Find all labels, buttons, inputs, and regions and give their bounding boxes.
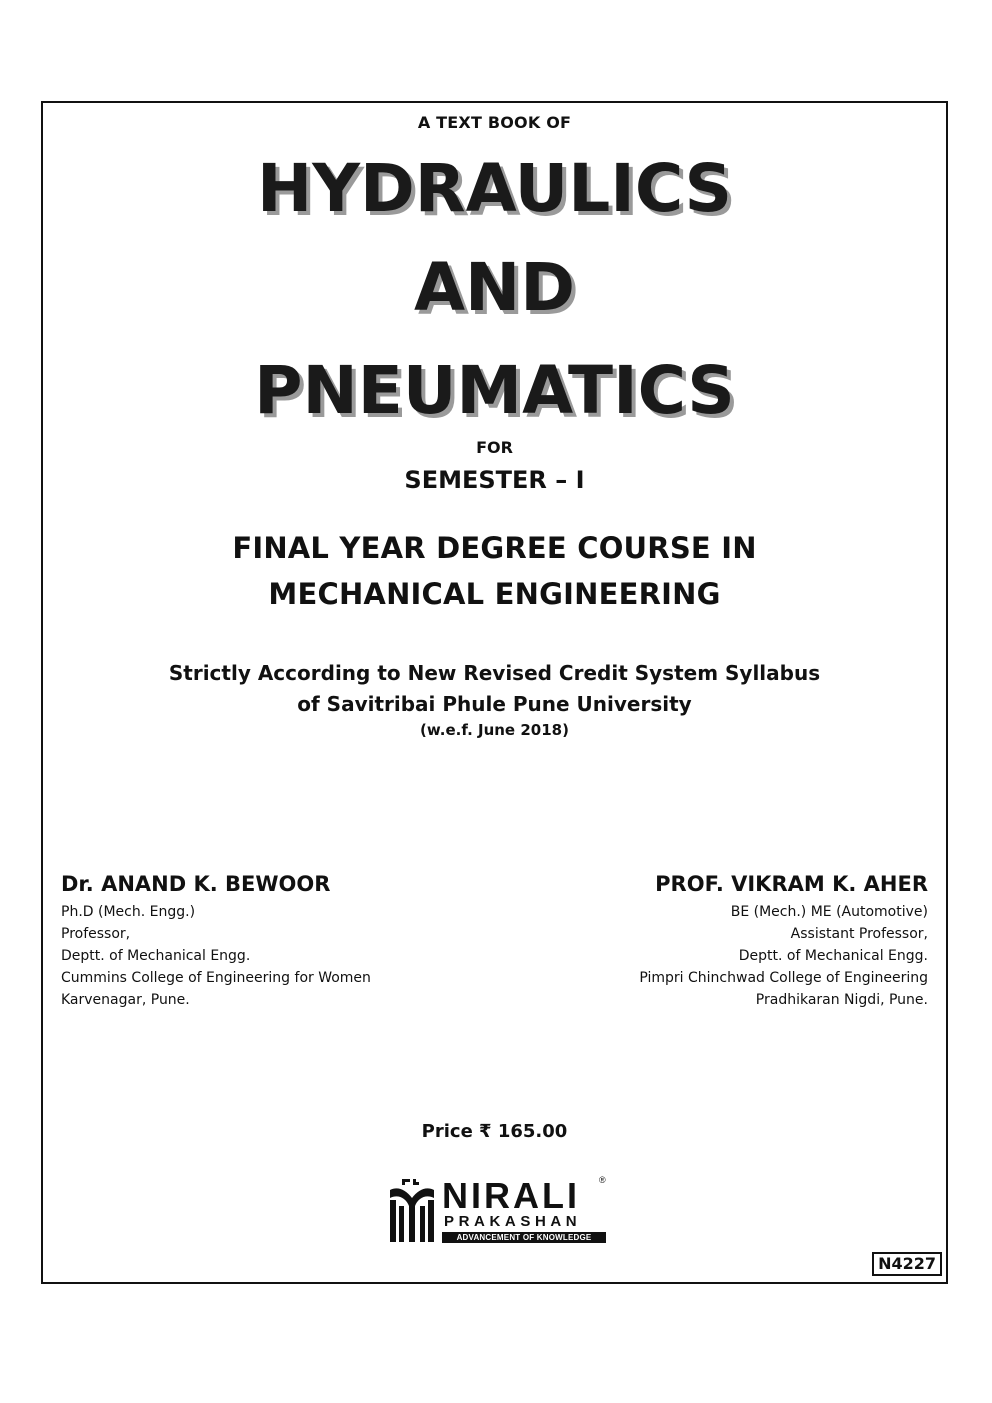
registered-mark: ® — [599, 1175, 606, 1185]
author-detail: Deptt. of Mechanical Engg. — [61, 948, 251, 964]
author-detail: Cummins College of Engineering for Women — [61, 970, 371, 986]
title-line-3: PNEUMATICS — [254, 352, 735, 429]
author-block-right — [639, 871, 928, 1011]
author-detail: Professor, — [61, 926, 131, 942]
syllabus-line-2: of Savitribai Phule Pune University — [297, 692, 692, 716]
syllabus-line-1: Strictly According to New Revised Credit System Syllabus — [168, 661, 821, 685]
course-line-1: FINAL YEAR DEGREE COURSE IN — [232, 531, 757, 565]
author-detail: Deptt. of Mechanical Engg. — [738, 948, 928, 964]
publisher-name: NIRALI — [442, 1175, 580, 1216]
author-detail: Karvenagar, Pune. — [61, 992, 190, 1008]
semester-label: SEMESTER – I — [404, 466, 585, 494]
author-detail: Assistant Professor, — [790, 926, 928, 942]
price-label: Price ₹ 165.00 — [421, 1121, 568, 1142]
title-line-2: AND — [413, 249, 576, 326]
publisher-tagline: ADVANCEMENT OF KNOWLEDGE — [442, 1232, 606, 1243]
author-detail: BE (Mech.) ME (Automotive) — [730, 904, 928, 920]
author-block-left — [61, 871, 371, 1011]
book-code: N4227 — [872, 1252, 942, 1276]
publisher-logo — [386, 1176, 616, 1246]
author-detail: Pradhikaran Nigdi, Pune. — [755, 992, 928, 1008]
publisher-logo-icon — [386, 1176, 438, 1244]
wef-date: (w.e.f. June 2018) — [420, 721, 569, 739]
for-label: FOR — [476, 438, 513, 457]
course-line-2: MECHANICAL ENGINEERING — [268, 577, 721, 611]
pre-title: A TEXT BOOK OF — [417, 113, 572, 132]
author-detail: Pimpri Chinchwad College of Engineering — [639, 970, 928, 986]
author-name: Dr. ANAND K. BEWOOR — [61, 872, 331, 896]
title-line-1: HYDRAULICS — [256, 150, 733, 227]
cover-frame — [41, 101, 948, 1284]
author-detail: Ph.D (Mech. Engg.) — [61, 904, 196, 920]
publisher-subname: PRAKASHAN — [444, 1213, 582, 1230]
author-name: PROF. VIKRAM K. AHER — [655, 872, 928, 896]
